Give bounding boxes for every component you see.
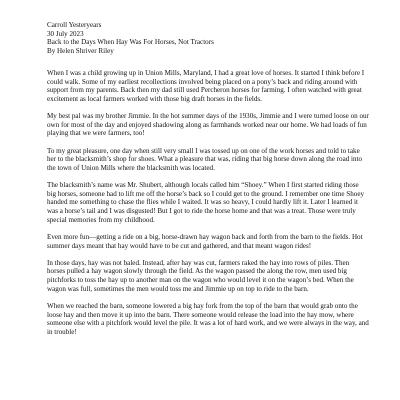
column-name: Carroll Yesteryears — [47, 21, 102, 29]
article-date: 30 July 2023 — [47, 29, 84, 38]
article — [47, 21, 369, 345]
paragraph-6: In those days, hay was not baled. Instead, after hay was cut, farmers raked the hay into rows of piles. Then horses pulled a hay wagon slowly through the field. As the wagon passed the along the row, men used big pitchforks to toss the hay up to another man on the wagon who would level it on the wagon’s bed. When the wagon was full, sometimes the men would toss me and Jimmie up on top to ride to the barn. — [47, 258, 354, 293]
paragraph-3: To my great pleasure, one day when still very small I was tossed up on one of the work horses and told to take her to the blacksmith’s shop for shoes. What a pleasure that was, riding that big horse down along the road into the town of Union Mills where the blacksmith was located. — [47, 146, 363, 172]
article-body — [47, 69, 369, 337]
paragraph-4: The blacksmith’s name was Mr. Shubert, although locals called him “Shoey.” When I first started riding those big horses, someone had to lift me off the horse’s back so I could get to the ground. I remember one time Shoey handed me something to chase the flies while I waited. It was so heavy, I could hardly lift it. Later I learned it was a horse’s tail and I was disgusted! But I got to ride the horse home and that was a treat. Those were truly special memories from my childhood. — [47, 181, 365, 224]
paragraph-7: When we reached the barn, someone lowered a big hay fork from the top of the barn that would grab onto the loose hay and then move it up into the barn. There someone would release the load into the hay mow, where someone else with a pitchfork would level the pile. It was a lot of hard work, and we were always in the way, and in trouble! — [47, 301, 369, 337]
article-header — [47, 21, 369, 56]
article-title: Back to the Days When Hay Was For Horses, Not Tractors — [47, 38, 214, 47]
paragraph-2: My best pal was my brother Jimmie. In the hot summer days of the 1930s, Jimmie and I were turned loose on our own for most of the day and enjoyed shadowing along as farmhands worked near our home. We had loads of fun playing that we were farmers, too! — [47, 112, 369, 138]
paragraph-5: Even more fun—getting a ride on a big, horse-drawn hay wagon back and forth from the barn to the fields. Hot summer days meant that hay would have to be cut and gathered, and that meant wagon rides! — [47, 232, 363, 250]
article-byline: By Helen Shriver Riley — [47, 47, 114, 56]
paragraph-1: When I was a child growing up in Union Mills, Maryland, I had a great love of horses. It started I think before I could walk. Some of my earliest recollections involved being placed on a pony’s back and riding around with support from my parents. Back then my dad still used Percheron horses for farming. I often watched with great excitement as local farmers worked with those big draft horses in the fields. — [47, 68, 365, 103]
header-spacer — [47, 56, 369, 69]
